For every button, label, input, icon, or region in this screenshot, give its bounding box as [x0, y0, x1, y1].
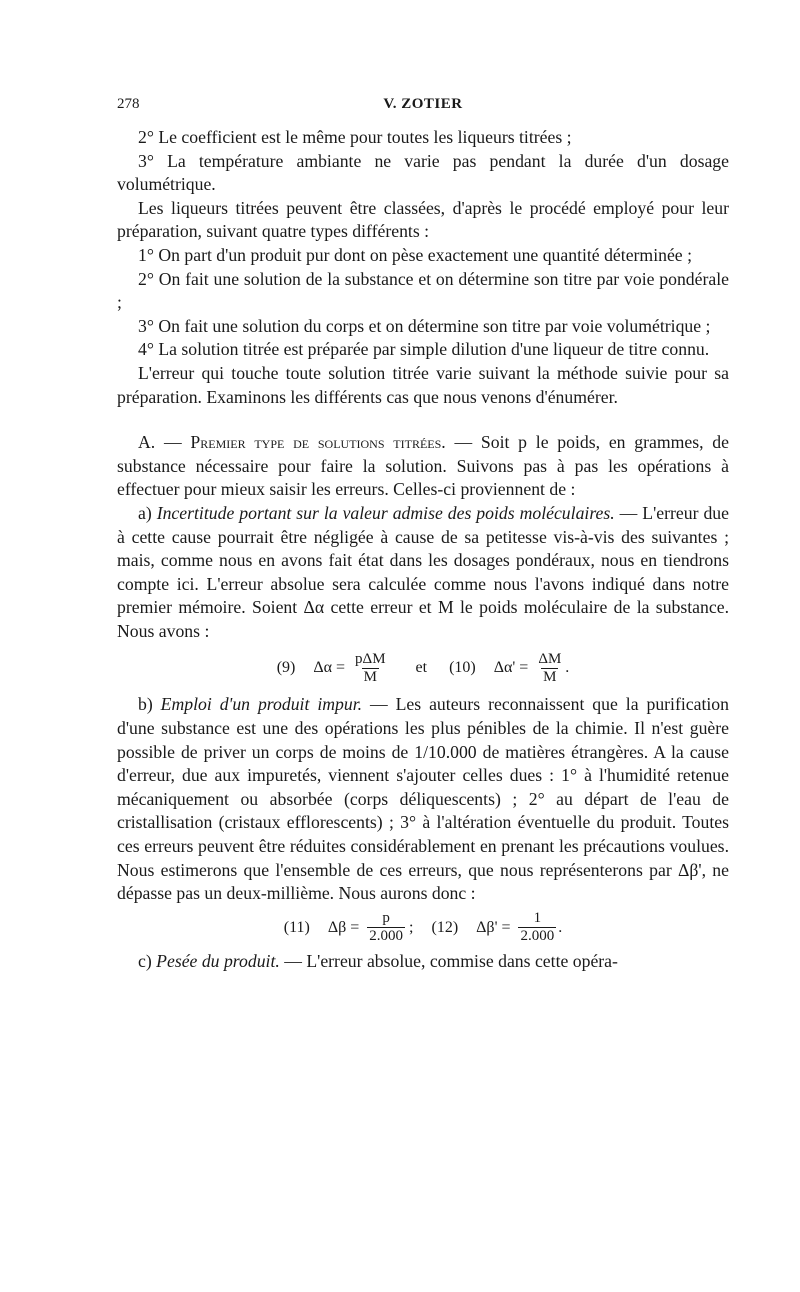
eq-12-numerator: 1	[533, 910, 542, 927]
types-intro: Les liqueurs titrées peuvent être classées, d'après le procédé employé pour leur préparation, suivant quatre types différents :	[117, 197, 729, 242]
item-a-text: — L'erreur due à cette cause pourrait être négligée à cause de sa petitesse vis-à-vis des suivantes ; mais, comme nous en avons fait état dans les dosages pondéraux, nous en tiendrons compte ici. L'erreur absolue sera calculée comme nous l'avons indiqué dans notre premier mémoire. Soient Δα cette erreur et M le poids moléculaire de la substance. Nous avons :	[117, 502, 729, 641]
eq-11-label: (11)	[283, 918, 310, 936]
item-a	[117, 502, 729, 644]
item-b-label: b)	[138, 694, 161, 715]
item-c-title: Pesée du produit.	[156, 950, 280, 971]
eq-9-fraction	[353, 651, 387, 686]
eq-9-numerator: pΔM	[355, 650, 386, 667]
eq-12-lhs: Δβ' =	[476, 918, 511, 936]
eq-9-lhs: Δα =	[313, 659, 346, 677]
page-header	[117, 96, 729, 126]
equation-9-10	[117, 643, 729, 693]
eq-11-numerator: p	[382, 910, 390, 927]
eq-12-label: (12)	[431, 918, 459, 936]
eq-12-denominator: 2.000	[520, 928, 555, 945]
type-2: 2° On fait une solution de la substance et on détermine son titre par voie pondérale ;	[117, 268, 729, 313]
type-1: 1° On part d'un produit pur dont on pèse exactement une quantité déterminée ;	[138, 244, 692, 265]
eq-12-end: .	[558, 918, 563, 936]
section-a	[117, 431, 729, 502]
eq-11-lhs: Δβ =	[327, 918, 360, 936]
condition-2: 2° Le coefficient est le même pour toutes les liqueurs titrées ;	[138, 127, 572, 147]
eq-10-denominator: M	[543, 668, 557, 685]
eq-11-denominator: 2.000	[369, 928, 404, 945]
item-b	[117, 693, 729, 905]
item-c-label: c)	[138, 950, 157, 971]
page	[117, 96, 729, 973]
eq-10-end: .	[565, 659, 570, 677]
eq-11-fraction	[367, 910, 405, 945]
eq-10-fraction	[536, 651, 563, 686]
item-c	[117, 950, 729, 974]
condition-3: 3° La température ambiante ne varie pas pendant la durée d'un dosage volumétrique.	[117, 150, 729, 195]
page-number: 278	[117, 96, 140, 112]
section-a-title: Premier type de solutions titrées.	[190, 432, 446, 453]
item-b-text: — Les auteurs reconnaissent que la purification d'une substance est une des opérations les plus pénibles de la chimie. Il n'est guère possible de priver un corps de moins de 1/10.000 de matières étrangères. A la cause d'erreur, due aux impuretés, viennent s'ajouter celles dues : 1° à l'humidité retenue mécaniquement ou absorbée (corps déliquescents) ; 2° au départ de l'eau de cristallisation (cristaux efflorescents) ; 3° à l'altération éventuelle du produit. Toutes ces erreurs peuvent être réduites considérablement en prenant les précautions voulues. Nous estimerons que l'ensemble de ces erreurs, que nous représenterons par Δβ', ne dépasse pas un deux-millième. Nous aurons donc :	[117, 694, 729, 904]
eq-10-numerator: ΔM	[538, 650, 562, 667]
item-c-text: — L'erreur absolue, commise dans cette opéra-	[279, 950, 618, 971]
eq-12-fraction	[518, 910, 556, 945]
item-a-title: Incertitude portant sur la valeur admise des poids moléculaires.	[156, 502, 615, 523]
type-4: 4° La solution titrée est préparée par simple dilution d'une liqueur de titre connu.	[138, 339, 710, 360]
eq-11-end: ;	[409, 918, 414, 936]
item-b-title: Emploi d'un produit impur.	[160, 694, 363, 715]
type-3: 3° On fait une solution du corps et on détermine son titre par voie volumétrique ;	[138, 315, 711, 336]
equation-11-12	[117, 906, 729, 950]
eq-10-lhs: Δα' =	[493, 659, 529, 677]
section-a-text: — Soit p le poids, en grammes, de substance nécessaire pour faire la solution. Suivons pas à pas les opérations à effectuer pour mieux saisir les erreurs. Celles-ci proviennent de :	[117, 432, 729, 500]
running-head: V. ZOTIER	[383, 96, 463, 112]
eq-conjunction: et	[415, 659, 428, 677]
eq-10-label: (10)	[449, 659, 476, 677]
eq-9-denominator: M	[363, 668, 377, 685]
section-a-lead: A. —	[138, 432, 191, 453]
eq-9-label: (9)	[276, 659, 296, 677]
item-a-label: a)	[138, 502, 157, 523]
error-paragraph: L'erreur qui touche toute solution titrée varie suivant la méthode suivie pour sa préparation. Examinons les différents cas que nous venons d'énumérer.	[117, 362, 729, 407]
